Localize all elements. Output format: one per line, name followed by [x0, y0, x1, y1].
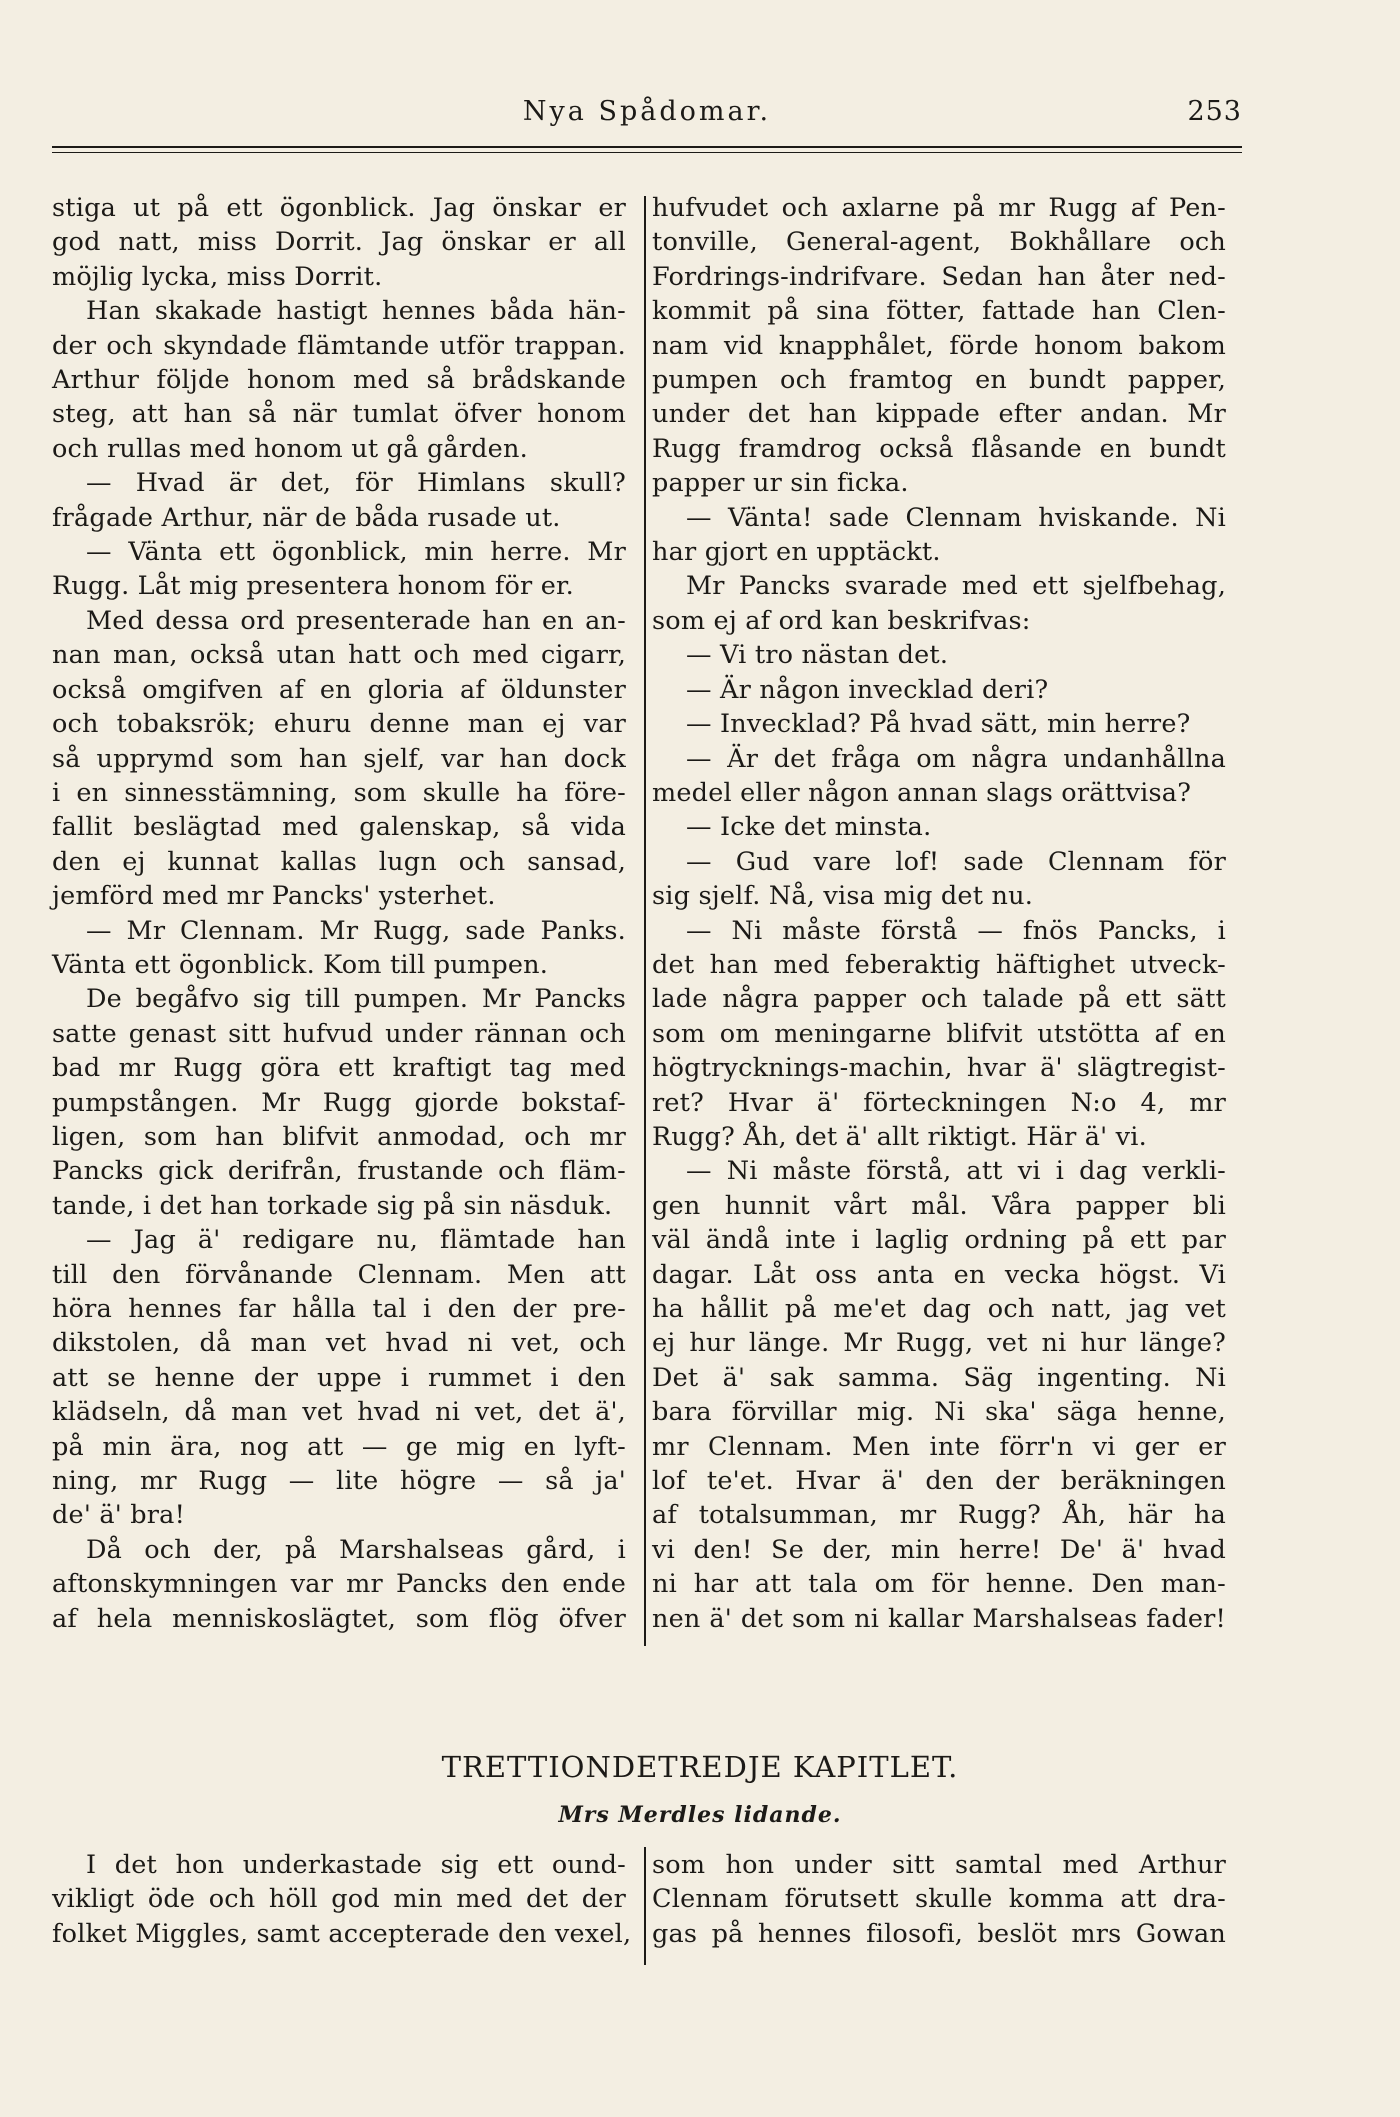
text-line: — Ni måste förstå — fnös Pancks, i	[686, 915, 1226, 946]
text-line: det han med feberaktig häftighet utveck-	[652, 949, 1226, 980]
text-line: De begåfvo sig till pumpen. Mr Pancks	[86, 984, 626, 1015]
text-line: gen hunnit vårt mål. Våra papper bli	[652, 1190, 1226, 1221]
running-title: Nya Spådomar.	[522, 96, 772, 127]
text-line: nan man, också utan hatt och med cigarr,	[52, 640, 626, 671]
text-line: — Ni måste förstå, att vi i dag verkli-	[686, 1156, 1226, 1187]
text-line: — Vi tro nästan det.	[686, 640, 949, 671]
text-line: som hon under sitt samtal med Arthur	[652, 1850, 1226, 1880]
text-line: Rugg framdrog också flåsande en bundt	[652, 433, 1226, 464]
text-line: de' ä' bra!	[52, 1500, 186, 1531]
text-line: satte genast sitt hufvud under rännan och	[52, 1018, 626, 1049]
text-line: vikligt öde och höll god min med det der	[52, 1884, 626, 1915]
text-line: och rullas med honom ut gå gården.	[52, 433, 528, 464]
text-line: under det han kippade efter andan. Mr	[652, 399, 1226, 430]
text-line: nam vid knapphålet, förde honom bakom	[652, 330, 1226, 361]
text-line: så upprymd som han sjelf, var han dock	[52, 743, 626, 774]
text-line: ning, mr Rugg — lite högre — så ja'	[52, 1466, 626, 1497]
text-line: bad mr Rugg göra ett kraftigt tag med	[52, 1053, 626, 1084]
text-line: papper ur sin ficka.	[652, 468, 909, 499]
text-line: af hela menniskoslägtet, som flög öfver	[52, 1603, 626, 1634]
text-line: bara förvillar mig. Ni ska' säga henne,	[652, 1397, 1226, 1428]
left-column	[52, 191, 626, 1636]
text-line: dikstolen, då man vet hvad ni vet, och	[52, 1328, 626, 1359]
text-line: möjlig lycka, miss Dorrit.	[52, 261, 383, 292]
text-line: höra hennes far hålla tal i den der pre-	[52, 1294, 626, 1324]
text-line: tonville, General-agent, Bokhållare och	[652, 227, 1226, 258]
text-line: ej hur länge. Mr Rugg, vet ni hur länge?	[652, 1328, 1226, 1359]
text-line: — Jag ä' redigare nu, flämtade han	[86, 1225, 626, 1256]
header-rule-thin	[52, 152, 1242, 153]
text-line: Mr Pancks svarade med ett sjelfbehag,	[686, 571, 1226, 602]
text-line: att se henne der uppe i rummet i den	[52, 1362, 626, 1393]
text-line: — Invecklad? På hvad sätt, min herre?	[686, 709, 1191, 740]
text-line: Clennam förutsett skulle komma att dra-	[652, 1884, 1226, 1915]
text-line: frågade Arthur, när de båda rusade ut.	[52, 502, 561, 533]
text-line: fallit beslägtad med galenskap, så vida	[52, 812, 626, 843]
text-line: kommit på sina fötter, fattade han Clen-	[652, 296, 1226, 327]
text-line: pumpen och framtog en bundt papper,	[652, 365, 1226, 396]
text-line: Då och der, på Marshalseas gård, i	[86, 1534, 626, 1565]
text-line: — Är någon invecklad deri?	[686, 674, 1049, 705]
text-line: som ej af ord kan beskrifvas:	[652, 605, 1031, 636]
text-line: nen ä' det som ni kallar Marshalseas fader!	[652, 1603, 1226, 1634]
text-line: Rugg. Låt mig presentera honom för er.	[52, 571, 574, 602]
text-line: — Hvad är det, för Himlans skull?	[86, 468, 626, 499]
text-line: medel eller någon annan slags orättvisa?	[652, 777, 1192, 808]
text-line: väl ändå inte i laglig ordning på ett par	[652, 1225, 1226, 1256]
text-line: Pancks gick derifrån, frustande och fläm-	[52, 1156, 626, 1187]
text-line: folket Miggles, samt accepterade den vexel,	[52, 1918, 632, 1949]
text-line: lade några papper och talade på ett sätt	[652, 984, 1226, 1015]
text-line: i en sinnesstämning, som skulle ha före-	[52, 777, 626, 808]
text-line: Med dessa ord presenterade han en an-	[86, 605, 626, 636]
text-line: steg, att han så när tumlat öfver honom	[52, 399, 626, 430]
text-line: — Mr Clennam. Mr Rugg, sade Panks.	[86, 915, 626, 946]
text-line: lof te'et. Hvar ä' den der beräkningen	[652, 1466, 1226, 1497]
chapter-title: TRETTIONDETREDJE KAPITLET.	[441, 1750, 959, 1784]
text-line: god natt, miss Dorrit. Jag önskar er all	[52, 227, 626, 258]
text-line: Vänta ett ögonblick. Kom till pumpen.	[52, 949, 549, 980]
text-line: vi den! Se der, min herre! De' ä' hvad	[652, 1534, 1226, 1565]
text-line: der och skyndade flämtande utför trappan.	[52, 330, 626, 361]
text-line: stiga ut på ett ögonblick. Jag önskar er	[52, 193, 626, 223]
text-line: dagar. Låt oss anta en vecka högst. Vi	[652, 1259, 1226, 1290]
text-line: aftonskymningen var mr Pancks den ende	[52, 1569, 626, 1600]
chapter-column-divider	[644, 1847, 646, 1965]
text-line: af totalsumman, mr Rugg? Åh, här ha	[652, 1500, 1226, 1531]
text-line: har gjort en upptäckt.	[652, 537, 941, 568]
text-line: pumpstången. Mr Rugg gjorde bokstaf-	[52, 1087, 626, 1118]
text-line: Det ä' sak samma. Säg ingenting. Ni	[652, 1362, 1226, 1393]
text-line: Arthur följde honom med så brådskande	[52, 365, 626, 396]
page-header	[52, 96, 1242, 136]
text-line: och tobaksrök; ehuru denne man ej var	[52, 709, 626, 740]
text-line: Han skakade hastigt hennes båda hän-	[86, 296, 626, 327]
text-line: ligen, som han blifvit anmodad, och mr	[52, 1121, 626, 1152]
text-line: — Är det fråga om några undanhållna	[686, 743, 1226, 774]
text-line: hufvudet och axlarne på mr Rugg af Pen-	[652, 193, 1226, 223]
chapter-right-column	[652, 1848, 1226, 1951]
text-line: — Icke det minsta.	[686, 812, 932, 843]
text-line: högtrycknings-machin, hvar ä' slägtregist-	[652, 1053, 1226, 1084]
text-line: tande, i det han torkade sig på sin näsduk.	[52, 1190, 613, 1221]
header-rule-thick	[52, 146, 1242, 148]
text-line: ha hållit på me'et dag och natt, jag vet	[652, 1294, 1226, 1324]
text-line: — Vänta ett ögonblick, min herre. Mr	[86, 537, 626, 568]
text-line: klädseln, då man vet hvad ni vet, det ä',	[52, 1397, 626, 1428]
text-line: också omgifven af en gloria af öldunster	[52, 674, 626, 705]
text-line: I det hon underkastade sig ett ound-	[86, 1850, 626, 1880]
page-number: 253	[1187, 96, 1242, 127]
text-line: mr Clennam. Men inte förr'n vi ger er	[652, 1431, 1226, 1462]
chapter-subtitle: Mrs Merdles lidande.	[558, 1802, 842, 1828]
text-line: på min ära, nog att — ge mig en lyft-	[52, 1431, 626, 1462]
column-divider	[644, 196, 646, 1646]
text-line: Rugg? Åh, det ä' allt riktigt. Här ä' vi.	[652, 1121, 1147, 1152]
text-line: — Gud vare lof! sade Clennam för	[686, 846, 1226, 877]
text-line: Fordrings-indrifvare. Sedan han åter ned-	[652, 261, 1226, 292]
text-line: den ej kunnat kallas lugn och sansad,	[52, 846, 626, 877]
chapter-left-column	[52, 1848, 632, 1951]
text-line: gas på hennes filosofi, beslöt mrs Gowan	[652, 1918, 1226, 1949]
text-line: jemförd med mr Pancks' ysterhet.	[52, 881, 496, 912]
text-line: som om meningarne blifvit utstötta af en	[652, 1018, 1226, 1049]
text-line: sig sjelf. Nå, visa mig det nu.	[652, 881, 1034, 912]
text-line: — Vänta! sade Clennam hviskande. Ni	[686, 502, 1226, 533]
text-line: till den förvånande Clennam. Men att	[52, 1259, 626, 1290]
text-line: ni har att tala om för henne. Den man-	[652, 1569, 1226, 1600]
right-column	[652, 191, 1226, 1636]
text-line: ret? Hvar ä' förteckningen N:o 4, mr	[652, 1087, 1226, 1118]
